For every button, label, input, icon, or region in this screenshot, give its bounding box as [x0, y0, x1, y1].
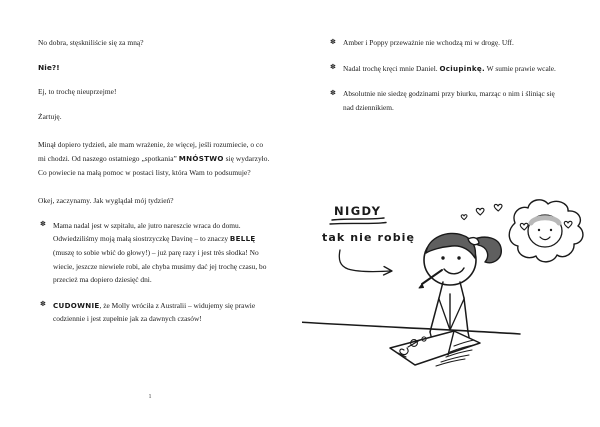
right-bullet-list	[328, 36, 566, 114]
list-item-text-before: Mama nadal jest w szpitalu, ale jutro nareszcie wraca do domu. Odwiedziliśmy moją małą siostrzyczkę Davinę – to znaczy	[53, 220, 241, 244]
list-item-emphasis: CUDOWNIE	[53, 300, 100, 310]
paragraph-greeting: No dobra, stęskniliście się za mną?	[38, 38, 144, 47]
caption-nigdy: NIGDY	[334, 204, 382, 218]
list-item-text-before: Nadal trochę kręci mnie Daniel.	[343, 63, 440, 73]
thought-cloud	[509, 200, 583, 262]
left-bullet-list	[38, 219, 270, 326]
list-item-text-after: , że Molly wróciła z Australii – widujemy się prawie codziennie i jest zupełnie jak za dawnych czasów!	[53, 300, 256, 324]
diary-pages	[390, 331, 480, 365]
illustration-svg	[302, 190, 600, 380]
flower-bullet-icon: ✽	[40, 220, 46, 229]
heart-bubble-icon	[494, 204, 502, 211]
flower-bullet-icon: ✽	[330, 63, 336, 72]
list-item-text-before: Absolutnie nie siedzę godzinami przy biurku, marząc o nim i śliniąc się nad dziennikiem.	[343, 89, 555, 112]
list-item-text-after: W sumie prawie wcale.	[484, 63, 556, 73]
arrow-icon	[339, 250, 390, 272]
caption-tak-nie-robie: tak nie robię	[322, 231, 416, 244]
paragraph-mnostwo-emphasis: MNÓSTWO	[178, 153, 224, 163]
paragraph-nieuprzejme: Ej, to trochę nieuprzejme!	[38, 87, 117, 97]
list-item	[328, 87, 566, 114]
list-item	[38, 299, 270, 326]
desk-line	[302, 322, 520, 334]
girl-body-right	[464, 298, 468, 332]
girl-figure	[419, 233, 501, 342]
right-page	[300, 0, 600, 427]
list-item	[38, 219, 270, 287]
boy-eye-right	[550, 229, 552, 231]
boy-eye-left	[538, 229, 540, 231]
illustration-girl-at-desk	[302, 190, 600, 380]
flower-bullet-icon: ✽	[330, 88, 336, 97]
list-item	[328, 62, 566, 76]
paragraph-nie: Nie?!	[38, 62, 60, 72]
girl-body-left	[430, 298, 439, 332]
girl-eye-left	[441, 256, 444, 259]
open-diary	[390, 331, 480, 366]
flower-bullet-icon: ✽	[40, 300, 46, 309]
list-item	[328, 36, 566, 50]
list-item-text-after: (muszę to sobie wbić do głowy!) – już parę razy i jest très słodka! No wiecie, jeszcze niewiele robi, ale chyba musimy dać jej trochę czasu, bo przecież ma dopiero dziesięć dni.	[53, 247, 267, 285]
heart-bubble-icon	[461, 215, 467, 220]
girl-neck-right	[460, 282, 464, 298]
paragraph-mnostwo-after: się wydarzyło. Co powiecie na małą pomoc w postaci listy, która Wam to podsumuje?	[38, 153, 270, 177]
page-number: 1	[148, 394, 152, 400]
list-item-emphasis: BELLĘ	[229, 234, 256, 244]
paragraph-mnostwo-before: Minął dopiero tydzień, ale mam wrażenie, że więcej, jeśli rozumiecie, o co mi chodzi. Od naszego ostatniego „spotkania”	[38, 140, 264, 163]
paragraph-zaczynamy: Okej, zaczynamy. Jak wyglądał mój tydzień?	[38, 196, 174, 206]
diary-text-line	[436, 359, 465, 366]
paragraph-mnostwo	[38, 138, 270, 179]
girl-arm-left	[439, 299, 450, 330]
girl-neck-left	[439, 282, 443, 298]
list-item-emphasis: Ociupinkę.	[439, 63, 485, 73]
flower-bullet-icon: ✽	[330, 37, 336, 46]
girl-arm-right	[450, 299, 464, 330]
heart-bubble-icon	[476, 208, 484, 215]
list-item-text-before: Amber i Poppy przeważnie nie wchodzą mi w drogę. Uff.	[343, 38, 514, 47]
caption-underline-2	[330, 223, 386, 225]
paragraph-zartuje: Żartuję.	[38, 111, 62, 121]
girl-eye-right	[457, 256, 460, 259]
caption-underline-1	[332, 218, 384, 220]
